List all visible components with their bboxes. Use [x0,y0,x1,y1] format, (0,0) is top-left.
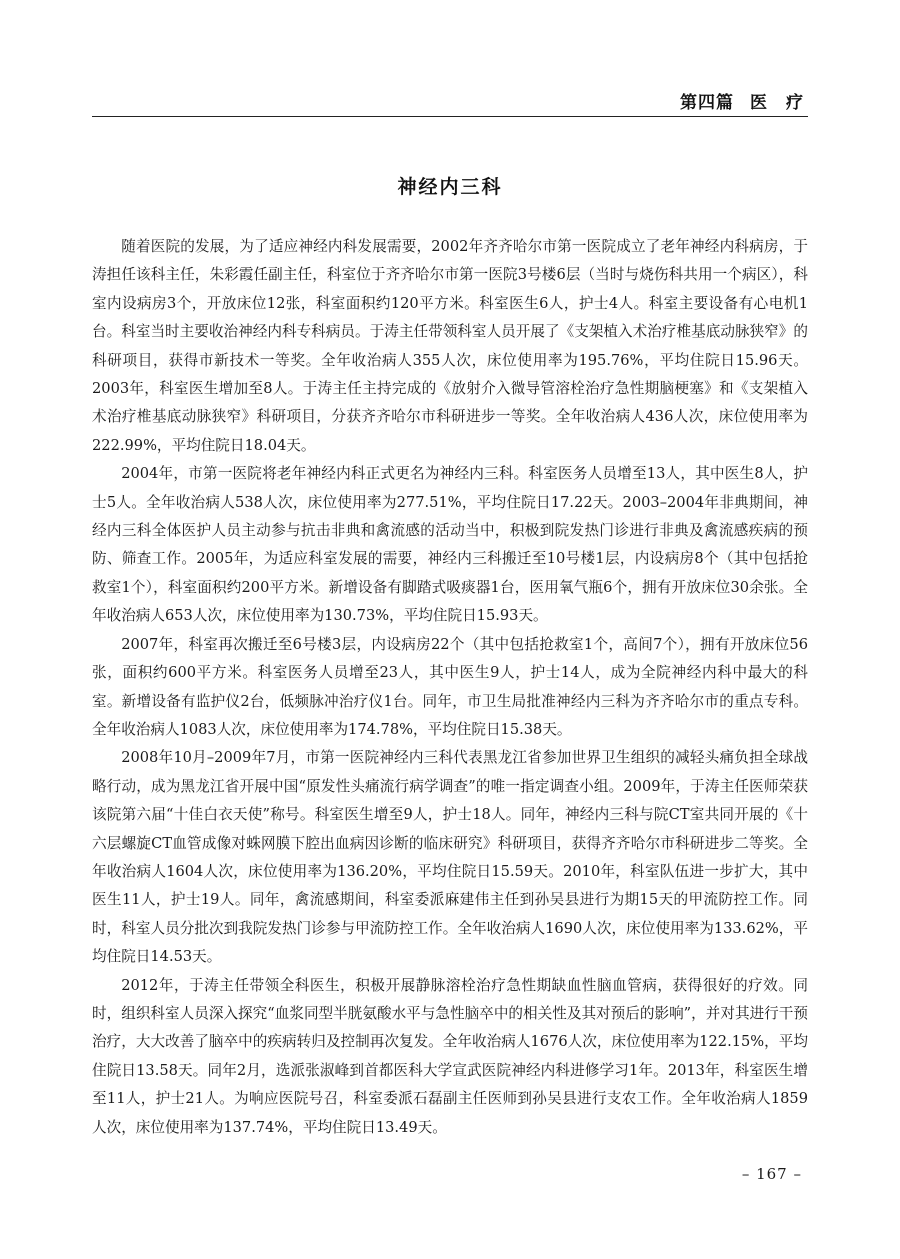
paragraph: 2008年10月–2009年7月，市第一医院神经内三科代表黑龙江省参加世界卫生组织的减轻头痛负担全球战略行动，成为黑龙江省开展中国“原发性头痛流行病学调查”的唯一指定调查小组。2009年，于涛主任医师荣获该院第六届“十佳白衣天使”称号。科室医生增至9人，护士18人。同年，神经内三科与院CT室共同开展的《十六层螺旋CT血管成像对蛛网膜下腔出血病因诊断的临床研究》科研项目，获得齐齐哈尔市科研进步二等奖。全年收治病人1604人次，床位使用率为136.20%，平均住院日15.59天。2010年，科室队伍进一步扩大，其中医生11人，护士19人。同年，禽流感期间，科室委派麻建伟主任到孙吴县进行为期15天的甲流防控工作。同时，科室人员分批次到我院发热门诊参与甲流防控工作。全年收治病人1690人次，床位使用率为133.62%，平均住院日14.53天。 [92,749,808,966]
article-body [92,233,808,1142]
header-section-label: 医 疗 [750,93,804,113]
page-title: 神经内三科 [397,176,503,198]
header-part-label: 第四篇 [680,93,734,113]
page-number: – 167 – [741,1165,802,1183]
header-section-title [680,88,804,113]
running-header [92,86,808,117]
paragraph: 2012年，于涛主任带领全科医生，积极开展静脉溶栓治疗急性期缺血性脑血管病，获得很好的疗效。同时，组织科室人员深入探究“血浆同型半胱氨酸水平与急性脑卒中的相关性及其对预后的影响”，并对其进行干预治疗，大大改善了脑卒中的疾病转归及控制再次复发。全年收治病人1676人次，床位使用率为122.15%，平均住院日13.58天。同年2月，选派张淑峰到首都医科大学宣武医院神经内科进修学习1年。2013年，科室医生增至11人，护士21人。为响应医院号召，科室委派石磊副主任医师到孙吴县进行支农工作。全年收治病人1859人次，床位使用率为137.74%，平均住院日13.49天。 [92,976,808,1136]
paragraph: 随着医院的发展，为了适应神经内科发展需要，2002年齐齐哈尔市第一医院成立了老年神经内科病房，于涛担任该科主任，朱彩霞任副主任，科室位于齐齐哈尔市第一医院3号楼6层（当时与烧伤科共用一个病区），科室内设病房3个，开放床位12张，科室面积约120平方米。科室医生6人，护士4人。科室主要设备有心电机1台。科室当时主要收治神经内科专科病员。于涛主任带领科室人员开展了《支架植入术治疗椎基底动脉狭窄》的科研项目，获得市新技术一等奖。全年收治病人355人次，床位使用率为195.76%，平均住院日15.96天。2003年，科室医生增加至8人。于涛主任主持完成的《放射介入微导管溶栓治疗急性期脑梗塞》和《支架植入术治疗椎基底动脉狭窄》科研项目，分获齐齐哈尔市科研进步一等奖。全年收治病人436人次，床位使用率为222.99%，平均住院日18.04天。 [92,238,808,454]
paragraph: 2004年，市第一医院将老年神经内科正式更名为神经内三科。科室医务人员增至13人，其中医生8人，护士5人。全年收治病人538人次，床位使用率为277.51%，平均住院日17.22天。2003–2004年非典期间，神经内三科全体医护人员主动参与抗击非典和禽流感的活动当中，积极到院发热门诊进行非典及禽流感疾病的预防、筛查工作。2005年，为适应科室发展的需要，神经内三科搬迁至10号楼1层，内设病房8个（其中包括抢救室1个），科室面积约200平方米。新增设备有脚踏式吸痰器1台，医用氧气瓶6个，拥有开放床位30余张。全年收治病人653人次，床位使用率为130.73%，平均住院日15.93天。 [92,465,808,625]
paragraph: 2007年，科室再次搬迁至6号楼3层，内设病房22个（其中包括抢救室1个，高间7个），拥有开放床位56张，面积约600平方米。科室医务人员增至23人，其中医生9人，护士14人，成为全院神经内科中最大的科室。新增设备有监护仪2台，低频脉冲治疗仪1台。同年，市卫生局批准神经内三科为齐齐哈尔市的重点专科。全年收治病人1083人次，床位使用率为174.78%，平均住院日15.38天。 [92,635,808,738]
